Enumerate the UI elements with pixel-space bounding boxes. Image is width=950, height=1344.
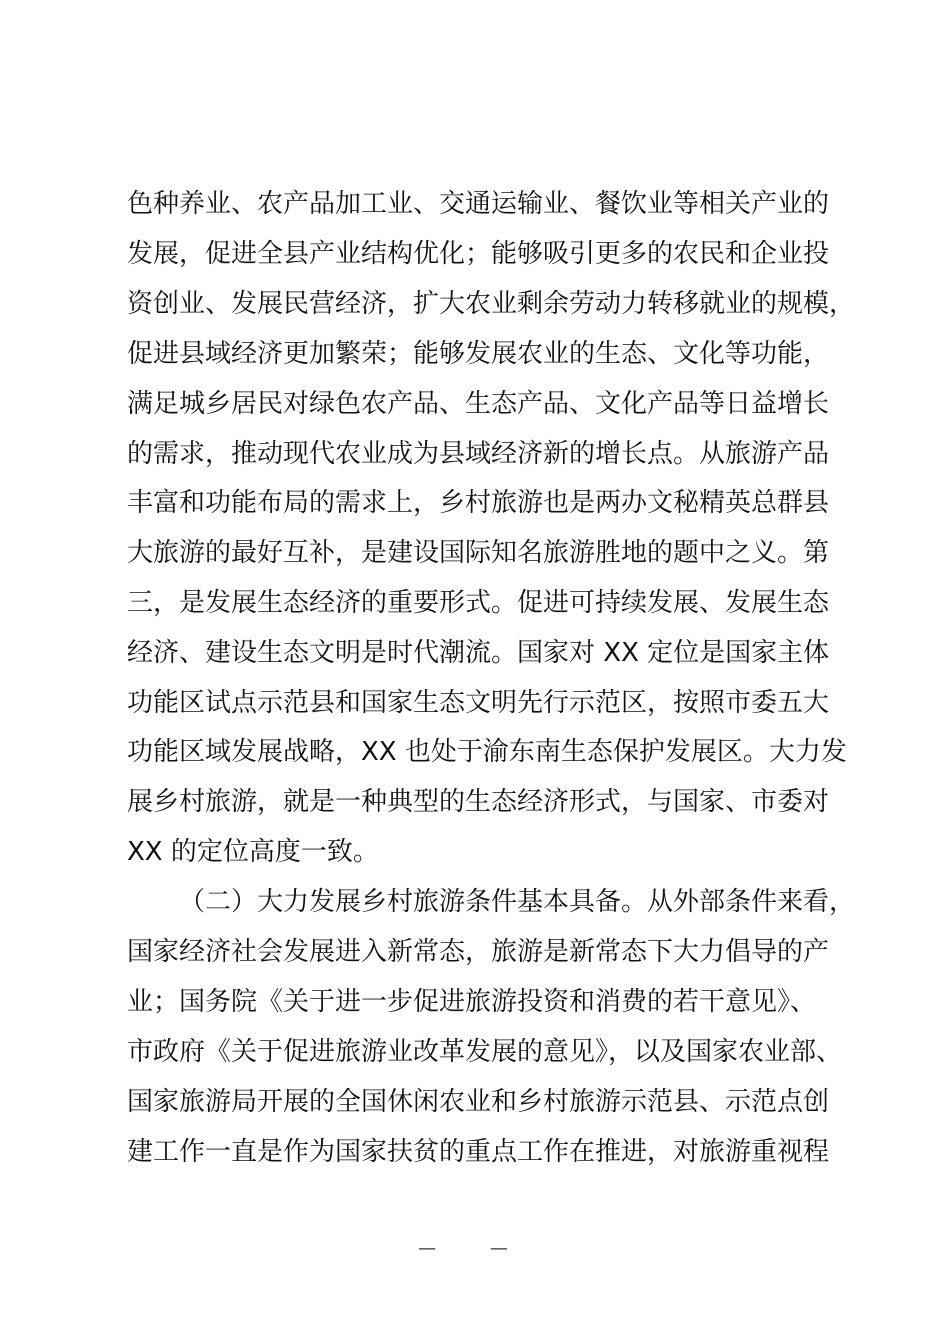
body-line-20: 建工作一直是作为国家扶贫的重点工作在推进，对旅游重视程 xyxy=(127,1137,830,1167)
body-line-3: 资创业、发展民营经济，扩大农业剩余劳动力转移就业的规模， xyxy=(127,289,856,319)
body-line-1: 色种养业、农产品加工业、交通运输业、餐饮业等相关产业的 xyxy=(127,189,830,219)
body-line-18: 市政府《关于促进旅游业改革发展的意见》，以及国家农业部、 xyxy=(127,1037,843,1067)
body-line-12: 功能区域发展战略，XX 也处于渝东南生态保护发展区。大力发 xyxy=(127,737,847,767)
body-line-16: 国家经济社会发展进入新常态，旅游是新常态下大力倡导的产 xyxy=(127,937,830,967)
body-line-4: 促进县域经济更加繁荣；能够发展农业的生态、文化等功能， xyxy=(127,339,830,369)
body-line-7: 丰富和功能布局的需求上，乡村旅游也是两办文秘精英总群县 xyxy=(127,488,830,518)
body-line-9: 三，是发展生态经济的重要形式。促进可持续发展、发展生态 xyxy=(127,588,830,618)
body-line-10: 经济、建设生态文明是时代潮流。国家对 XX 定位是国家主体 xyxy=(127,638,830,668)
body-line-11: 功能区试点示范县和国家生态文明先行示范区，按照市委五大 xyxy=(127,688,830,718)
body-line-17: 业；国务院《关于进一步促进旅游投资和消费的若干意见》、 xyxy=(127,987,817,1017)
body-line-14: XX 的定位高度一致。 xyxy=(127,837,379,867)
page-footer: — — xyxy=(418,1238,532,1259)
body-line-5: 满足城乡居民对绿色农产品、生态产品、文化产品等日益增长 xyxy=(127,389,830,419)
section-heading-line: （二）大力发展乡村旅游条件基本具备。从外部条件来看， xyxy=(179,887,856,917)
body-line-8: 大旅游的最好互补，是建设国际知名旅游胜地的题中之义。第 xyxy=(127,538,830,568)
body-line-2: 发展，促进全县产业结构优化；能够吸引更多的农民和企业投 xyxy=(127,239,830,269)
body-line-6: 的需求，推动现代农业成为县域经济新的增长点。从旅游产品 xyxy=(127,439,830,469)
body-line-13: 展乡村旅游，就是一种典型的生态经济形式，与国家、市委对 xyxy=(127,787,830,817)
body-line-19: 国家旅游局开展的全国休闲农业和乡村旅游示范县、示范点创 xyxy=(127,1087,830,1117)
